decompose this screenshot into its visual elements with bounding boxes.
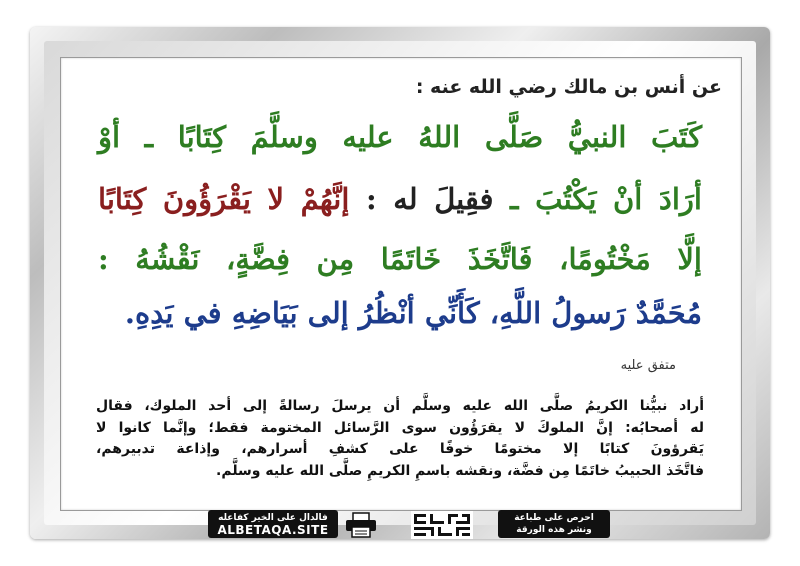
hadith-line-2	[98, 182, 702, 216]
hadith-line-4	[98, 296, 702, 330]
explanation-line-3: يَقرؤونَ كتابًا إلا مختومًا خوفًا على كشفِ أسرارهم، وإذاعة تدبيرهم،	[96, 441, 704, 457]
hadith-line-1	[98, 120, 702, 154]
site-badge[interactable]	[208, 510, 338, 538]
hadith-line-3	[98, 242, 702, 276]
print-share-line-1: احرص على طباعة	[514, 513, 594, 523]
explanation-line-4: فاتَّخَذ الحبيبُ خاتَمًا مِن فضَّة، ونقشه باسمِ الكريمِ صلَّى الله عليه وسلَّم.	[216, 462, 704, 479]
hadith-line-4-blue: مُحَمَّدٌ رَسولُ اللَّهِ، كَأَنِّي أنْظُرُ إلى بَيَاضِهِ في يَدِهِ.	[124, 296, 702, 330]
explanation-paragraph	[96, 396, 704, 482]
hadith-line-1-green: كَتَبَ النبيُّ صَلَّى اللهُ عليه وسلَّمَ كِتَابًا ـ أوْ	[98, 120, 702, 154]
hadith-line-3-green: إلَّا مَخْتُومًا، فَاتَّخَذَ خَاتَمًا مِن فِضَّةٍ، نَقْشُهُ :	[98, 242, 702, 276]
print-share-badge[interactable]	[498, 510, 610, 538]
footer-bar	[208, 510, 610, 540]
hadith-source: متفق عليه	[620, 358, 676, 373]
site-badge-url: ALBETAQA.SITE	[217, 523, 329, 537]
site-badge-tagline: فالدال على الخير كفاعله	[218, 513, 328, 523]
hadith-line-2-green: أرَادَ أنْ يَكْتُبَ ـ	[510, 182, 702, 216]
print-share-line-2: ونشر هذه الورقة	[516, 525, 592, 535]
explanation-line-1: أراد نبيُّنا الكريمُ صلَّى الله عليه وسلَّم أن يرسلَ رسالةً إلى أحد الملوك، فقال	[96, 398, 704, 414]
hadith-line-2-dark: فقِيلَ له :	[365, 182, 494, 216]
albetaqa-logo-icon	[410, 510, 474, 540]
narrator-line: عن أنس بن مالك رضي الله عنه :	[415, 76, 722, 98]
hadith-line-2-maroon: إنَّهُمْ لا يَقْرَؤُونَ كِتَابًا	[98, 182, 350, 216]
explanation-line-2: له أصحابُه: إنَّ الملوكَ لا يقرَؤُون سوى الرَّسائل المختومة فقط؛ وإنَّما كانوا لا	[96, 419, 704, 436]
printer-icon	[344, 512, 378, 538]
